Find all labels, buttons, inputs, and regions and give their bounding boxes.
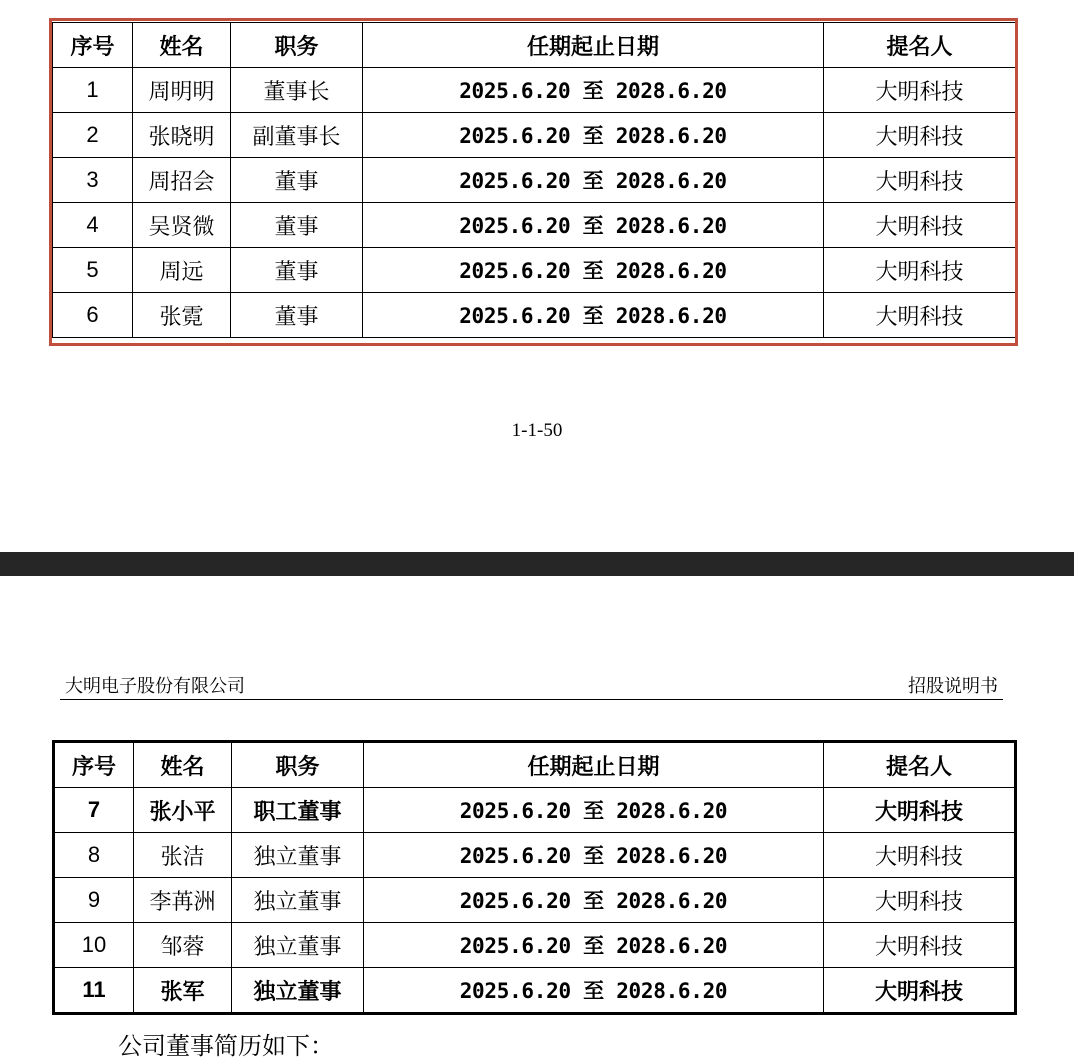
- cell-position: 独立董事: [232, 968, 364, 1014]
- cell-name: 周远: [133, 248, 231, 293]
- cell-name: 张洁: [134, 833, 232, 878]
- cell-position: 独立董事: [232, 833, 364, 878]
- cell-no: 3: [53, 158, 133, 203]
- cell-nominator: 大明科技: [824, 158, 1016, 203]
- table-row: [54, 788, 1016, 833]
- cell-no: 8: [54, 833, 134, 878]
- cell-nominator: 大明科技: [824, 968, 1016, 1014]
- cell-name: 邹蓉: [134, 923, 232, 968]
- cell-position: 独立董事: [232, 878, 364, 923]
- cell-nominator: 大明科技: [824, 878, 1016, 923]
- cell-position: 独立董事: [232, 923, 364, 968]
- cell-position: 董事: [231, 293, 363, 338]
- table-row: [54, 878, 1016, 923]
- cell-no: 7: [54, 788, 134, 833]
- cell-term: 2025.6.20 至 2028.6.20: [363, 68, 824, 113]
- cell-position: 副董事长: [231, 113, 363, 158]
- cell-nominator: 大明科技: [824, 203, 1016, 248]
- cell-position: 董事长: [231, 68, 363, 113]
- table-row: [54, 968, 1016, 1014]
- header-name: 姓名: [134, 742, 232, 788]
- cell-no: 2: [53, 113, 133, 158]
- table-row: [53, 293, 1016, 338]
- cell-no: 5: [53, 248, 133, 293]
- cell-nominator: 大明科技: [824, 923, 1016, 968]
- header-nominator: 提名人: [824, 23, 1016, 68]
- cell-term: 2025.6.20 至 2028.6.20: [363, 293, 824, 338]
- cell-position: 董事: [231, 158, 363, 203]
- cell-no: 1: [53, 68, 133, 113]
- cell-term: 2025.6.20 至 2028.6.20: [363, 203, 824, 248]
- cell-position: 董事: [231, 248, 363, 293]
- header-no: 序号: [53, 23, 133, 68]
- table-header-row: [54, 742, 1016, 788]
- cell-name: 张晓明: [133, 113, 231, 158]
- header-position: 职务: [231, 23, 363, 68]
- cell-term: 2025.6.20 至 2028.6.20: [363, 248, 824, 293]
- cell-no: 10: [54, 923, 134, 968]
- cell-name: 周招会: [133, 158, 231, 203]
- header-company-name: 大明电子股份有限公司: [65, 676, 245, 697]
- cell-no: 9: [54, 878, 134, 923]
- cell-name: 张军: [134, 968, 232, 1014]
- page-number: 1-1-50: [511, 420, 563, 441]
- directors-table-part-1: [52, 22, 1016, 338]
- cell-nominator: 大明科技: [824, 248, 1016, 293]
- cell-no: 11: [54, 968, 134, 1014]
- cell-name: 周明明: [133, 68, 231, 113]
- trailing-paragraph: 公司董事简历如下：: [118, 1032, 334, 1060]
- cell-term: 2025.6.20 至 2028.6.20: [364, 833, 824, 878]
- cell-nominator: 大明科技: [824, 293, 1016, 338]
- header-no: 序号: [54, 742, 134, 788]
- cell-nominator: 大明科技: [824, 113, 1016, 158]
- cell-nominator: 大明科技: [824, 788, 1016, 833]
- header-term: 任期起止日期: [363, 23, 824, 68]
- cell-nominator: 大明科技: [824, 833, 1016, 878]
- header-term: 任期起止日期: [364, 742, 824, 788]
- cell-name: 李苒洲: [134, 878, 232, 923]
- table-row: [53, 68, 1016, 113]
- table-row: [53, 203, 1016, 248]
- cell-term: 2025.6.20 至 2028.6.20: [363, 113, 824, 158]
- header-name: 姓名: [133, 23, 231, 68]
- cell-name: 吴贤微: [133, 203, 231, 248]
- cell-term: 2025.6.20 至 2028.6.20: [364, 788, 824, 833]
- cell-no: 6: [53, 293, 133, 338]
- cell-name: 张霓: [133, 293, 231, 338]
- table-row: [54, 923, 1016, 968]
- cell-position: 职工董事: [232, 788, 364, 833]
- cell-term: 2025.6.20 至 2028.6.20: [364, 968, 824, 1014]
- cell-term: 2025.6.20 至 2028.6.20: [364, 923, 824, 968]
- table-header-row: [53, 23, 1016, 68]
- page-separator: [0, 552, 1074, 576]
- cell-term: 2025.6.20 至 2028.6.20: [364, 878, 824, 923]
- header-position: 职务: [232, 742, 364, 788]
- header-rule: [60, 699, 1003, 700]
- cell-position: 董事: [231, 203, 363, 248]
- table-row: [53, 248, 1016, 293]
- header-nominator: 提名人: [824, 742, 1016, 788]
- cell-no: 4: [53, 203, 133, 248]
- table-row: [53, 113, 1016, 158]
- cell-term: 2025.6.20 至 2028.6.20: [363, 158, 824, 203]
- cell-nominator: 大明科技: [824, 68, 1016, 113]
- table-row: [54, 833, 1016, 878]
- directors-table-part-2: [52, 740, 1017, 1015]
- header-document-title: 招股说明书: [908, 676, 998, 697]
- cell-name: 张小平: [134, 788, 232, 833]
- table-row: [53, 158, 1016, 203]
